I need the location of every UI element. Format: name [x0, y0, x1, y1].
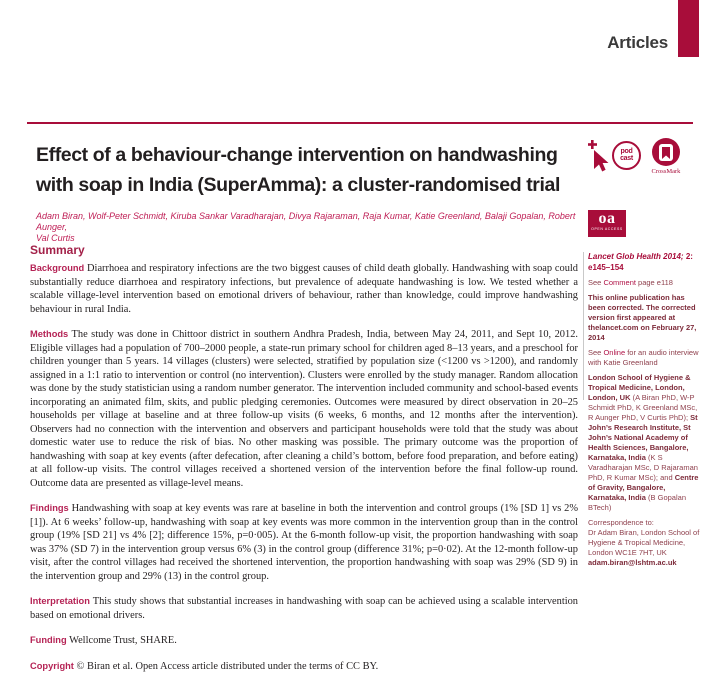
funding-text: Wellcome Trust, SHARE.	[69, 635, 177, 646]
correspondence-address: Dr Adam Biran, London School of Hygiene & Tropical Medicine, London WC1E 7HT, UK	[588, 528, 700, 557]
audio-link[interactable]: Online	[603, 348, 626, 357]
background-paragraph	[30, 262, 578, 316]
correction-note: This online publication has been corrected. The corrected version first appeared at thelancet.com on February 27, 2014	[588, 293, 697, 342]
crossmark-icon[interactable]	[648, 138, 684, 175]
citation-journal: Lancet Glob Health 2014;	[588, 252, 684, 261]
open-access-text: oa	[598, 210, 616, 227]
affiliation-2-members: (K S Varadharajan MSc, D Rajaraman PhD, R Kumar MSc);	[588, 453, 698, 482]
affiliation-3-institution: Centre of Gravity, Bangalore, Karnataka, India	[588, 473, 699, 502]
affiliation-2-institution: St John’s Research Institute, St John’s National Academy of Health Sciences, Bangalore, Karnataka, India	[588, 413, 698, 462]
audio-prefix: See	[588, 348, 604, 357]
open-access-icon[interactable]	[588, 210, 626, 237]
background-label: Background	[30, 263, 85, 273]
articles-banner-block	[678, 0, 699, 57]
citation-pages: 2: e145–154	[588, 252, 693, 272]
comment-suffix: page e118	[635, 278, 673, 287]
journal-citation	[588, 252, 702, 273]
audio-note	[588, 348, 702, 368]
methods-paragraph	[30, 328, 578, 490]
crossmark-label: CrossMark	[651, 168, 681, 175]
comment-prefix: See	[588, 278, 604, 287]
copyright-text: © Biran et al. Open Access article distributed under the terms of CC BY.	[76, 660, 379, 672]
findings-text: Handwashing with soap at key events was rare at baseline in both the intervention and control groups (1% [SD 1] vs 2% [1]). At 6 weeks’ follow-up, handwashing with soap at key events was more common in the intervention group than in the control group (19% [SD 21] vs 4% [2]; difference 15%, p=0·005). At the 6-month follow-up visit, the proportion handwashing with soap was 37% (SD 7) in the intervention group versus 6% (3) in the control group (difference 31%; p=0·02). At the 12-month follow-up visit, after the control villages had received the shortened intervention, the proportion handwashing with soap was 29% (SD 9) in the intervention group and 29% (13) in the control group.	[30, 503, 578, 582]
podcast-icon-text-1: pod	[620, 148, 633, 155]
affiliation-3-prefix: and	[660, 473, 673, 482]
affiliations	[588, 373, 702, 513]
audio-suffix: for an audio interview with Katie Greenland	[588, 348, 699, 367]
affiliation-3-members: (B Gopalan BTech)	[588, 493, 686, 512]
author-list	[36, 211, 592, 244]
title-line-2: with soap in India (SuperAmma): a cluster-randomised trial	[36, 174, 560, 196]
page-title	[36, 140, 592, 200]
section-label: Articles	[607, 33, 668, 52]
podcast-icon[interactable]	[612, 141, 641, 170]
header-rule	[27, 122, 693, 124]
interpretation-text: This study shows that substantial increases in handwashing with soap can be achieved using a scalable intervention based on emotional drivers.	[30, 596, 578, 621]
podcast-icon-text-2: cast	[620, 154, 633, 162]
interpretation-paragraph	[30, 595, 578, 622]
findings-label: Findings	[30, 503, 69, 513]
author-line-2: Val Curtis	[36, 233, 75, 243]
methods-text: The study was done in Chittoor district in southern Andhra Pradesh, India, between May 24, 2011, and Sept 10, 2012. Eligible villages had a population of 700–2000 people, a state-run primary school for children aged 8–13 years, and a preschool for children younger than 5 years. 14 villages (clusters) were selected, stratified by population size (<1200 vs >1200), and randomly assigned in a 1:1 ratio to intervention or control (no intervention). Clusters were enrolled by the study manager. Random allocation was done by the study statistician using a random number generator. The intervention included community and school-based events incorporating an animated film, skits, and public pledging ceremonies. Outcomes were measured by direct observation in 20–25 households per village at baseline and at three follow-up visits (6 weeks, 6 months, and 12 months after the intervention). Observers had no connection with the intervention and observers and participant households were told that the study was about domestic water use to reduce the risk of bias. No other masking was possible. The primary outcome was the proportion of handwashing with soap at key events (after defecation, after cleaning a child’s bottom, before food preparation, and before eating) at all follow-up visits. The control villages received a shortened version of the intervention before the final follow-up round. Outcome data are presented as village-level means.	[30, 329, 578, 489]
open-access-subtext: OPEN ACCESS	[591, 227, 623, 231]
copyright-paragraph	[30, 660, 578, 674]
author-line-1: Adam Biran, Wolf-Peter Schmidt, Kiruba Sankar Varadharajan, Divya Rajaraman, Raja Kumar, Katie Greenland, Balaji Gopalan, Robert Aunger,	[36, 211, 576, 232]
crossmark-bookmark	[659, 144, 673, 161]
funding-paragraph	[30, 634, 578, 648]
affiliation-1-institution: London School of Hygiene & Tropical Medicine, London, London, UK	[588, 373, 691, 402]
summary-heading: Summary	[30, 243, 85, 257]
comment-link[interactable]: Comment	[603, 278, 636, 287]
background-text: Diarrhoea and respiratory infections are the two biggest causes of child death globally. Handwashing with soap could substantially reduce diarrhoea and respiratory infections, but prevalence of adequate handwashing is low. We tested whether a scalable village-level intervention based on emotional drivers of behaviour, rather than knowledge, could improve handwashing behaviour in rural India.	[30, 263, 578, 315]
summary-section	[30, 243, 578, 685]
title-line-1: Effect of a behaviour-change intervention on handwashing	[36, 144, 558, 166]
funding-label: Funding	[30, 635, 67, 645]
interactive-cursor-icon[interactable]	[588, 140, 610, 179]
correction-change-bar	[583, 252, 584, 400]
affiliation-1-members: (A Biran PhD, W-P Schmidt PhD, K Greenland MSc, R Aunger PhD, V Curtis PhD);	[588, 393, 698, 422]
correspondence-block	[588, 518, 702, 568]
findings-paragraph	[30, 502, 578, 583]
correspondence-label: Correspondence to:	[588, 518, 654, 527]
crossmark-circle	[652, 138, 680, 166]
interpretation-label: Interpretation	[30, 596, 90, 606]
copyright-label: Copyright	[30, 660, 74, 671]
correspondence-email[interactable]: adam.biran@lshtm.ac.uk	[588, 558, 677, 567]
sidebar	[588, 252, 702, 573]
methods-label: Methods	[30, 329, 69, 339]
see-comment-note	[588, 278, 702, 288]
